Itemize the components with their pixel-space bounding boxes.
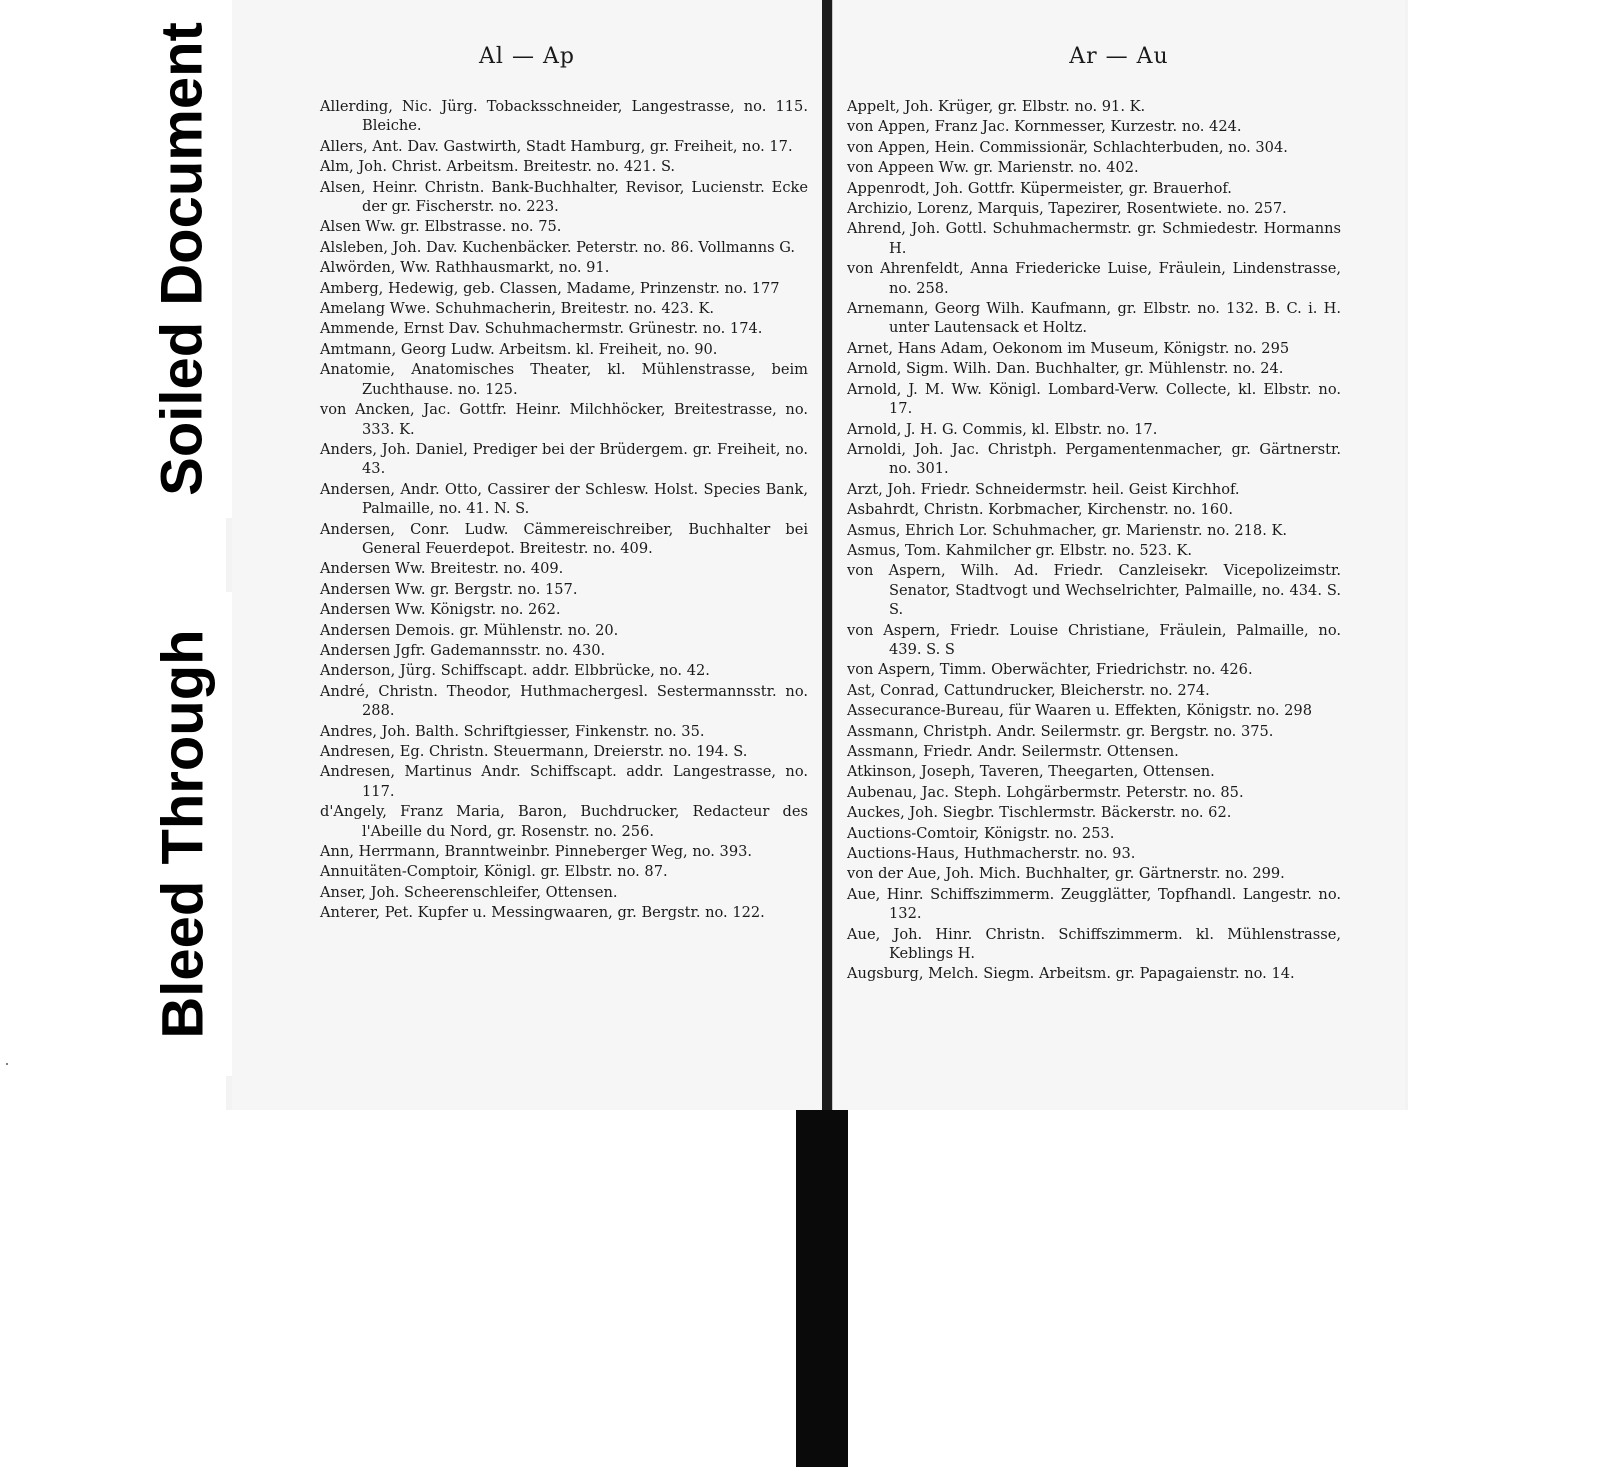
directory-entry: von Aspern, Wilh. Ad. Friedr. Canzleisekr. Vicepolizeimstr. Senator, Stadtvogt und Wechselrichter, Palmaille, no. 434. S. S. [847, 562, 1341, 619]
left-page [232, 0, 823, 1110]
directory-entry: Auctions-Haus, Huthmacherstr. no. 93. [847, 845, 1136, 863]
directory-entry: Ast, Conrad, Cattundrucker, Bleicherstr. no. 274. [847, 681, 1210, 699]
directory-entry: Alsen, Heinr. Christn. Bank-Buchhalter, Revisor, Lucienstr. Ecke der gr. Fischerstr. no. 223. [320, 178, 808, 216]
directory-entry: Arnemann, Georg Wilh. Kaufmann, gr. Elbstr. no. 132. B. C. i. H. unter Lautensack et Holtz. [847, 300, 1341, 337]
directory-entry: Aue, Joh. Hinr. Christn. Schiffszimmerm. kl. Mühlenstrasse, Keblings H. [847, 925, 1341, 963]
directory-entry: Assmann, Friedr. Andr. Seilermstr. Ottensen. [847, 743, 1179, 760]
directory-entry: Asmus, Tom. Kahmilcher gr. Elbstr. no. 523. K. [847, 541, 1193, 559]
directory-entry: Appelt, Joh. Krüger, gr. Elbstr. no. 91. K. [847, 98, 1146, 115]
directory-entry: Andresen, Eg. Christn. Steuermann, Dreierstr. no. 194. S. [320, 743, 748, 760]
directory-entry: Arnold, J. H. G. Commis, kl. Elbstr. no. 17. [847, 420, 1158, 438]
bleed-through-label-strip [134, 592, 232, 1076]
directory-entry: Asmus, Ehrich Lor. Schuhmacher, gr. Marienstr. no. 218. K. [847, 521, 1288, 539]
directory-entry: Allerding, Nic. Jürg. Tobacksschneider, Langestrasse, no. 115. Bleiche. [320, 98, 808, 135]
directory-entry: Augsburg, Melch. Siegm. Arbeitsm. gr. Papagaienstr. no. 14. [847, 965, 1295, 983]
directory-entry: Arnet, Hans Adam, Oekonom im Museum, Königstr. no. 295 [847, 339, 1290, 357]
right-page [832, 0, 1405, 1110]
directory-entry: Andersen Ww. Breitestr. no. 409. [320, 560, 564, 578]
directory-entry: Arnoldi, Joh. Jac. Christph. Pergamentenmacher, gr. Gärtnerstr. no. 301. [847, 440, 1341, 478]
directory-entry: Andersen Ww. Königstr. no. 262. [320, 601, 561, 619]
directory-entry: Auctions-Comtoir, Königstr. no. 253. [847, 824, 1115, 842]
directory-entry: Andresen, Martinus Andr. Schiffscapt. addr. Langestrasse, no. 117. [320, 763, 808, 800]
directory-entry: Amelang Wwe. Schuhmacherin, Breitestr. no. 423. K. [320, 300, 714, 318]
speck [6, 1063, 8, 1065]
directory-entry: von Aspern, Friedr. Louise Christiane, Fräulein, Palmaille, no. 439. S. S [847, 621, 1341, 658]
directory-entry: Assecurance-Bureau, für Waaren u. Effekten, Königstr. no. 298 [847, 702, 1312, 720]
directory-entry: Amtmann, Georg Ludw. Arbeitsm. kl. Freiheit, no. 90. [320, 340, 718, 358]
directory-entry: Aue, Hinr. Schiffszimmerm. Zeugglätter, Topfhandl. Langestr. no. 132. [847, 885, 1341, 923]
directory-entry: Ahrend, Joh. Gottl. Schuhmachermstr. gr. Schmiedestr. Hormanns H. [847, 220, 1341, 257]
directory-entry: Allers, Ant. Dav. Gastwirth, Stadt Hamburg, gr. Freiheit, no. 17. [320, 137, 793, 155]
directory-entry: Anderson, Jürg. Schiffscapt. addr. Elbbrücke, no. 42. [320, 662, 710, 680]
directory-entry: von Ahrenfeldt, Anna Friedericke Luise, Fräulein, Lindenstrasse, no. 258. [847, 260, 1341, 297]
directory-entry: Andersen, Andr. Otto, Cassirer der Schlesw. Holst. Species Bank, Palmaille, no. 41. N. S. [320, 480, 808, 518]
directory-entry: Aubenau, Jac. Steph. Lohgärbermstr. Peterstr. no. 85. [847, 783, 1244, 801]
directory-entry: Ammende, Ernst Dav. Schuhmachermstr. Grünestr. no. 174. [320, 320, 763, 338]
directory-entry: Asbahrdt, Christn. Korbmacher, Kirchenstr. no. 160. [847, 501, 1234, 519]
directory-entry: Anatomie, Anatomisches Theater, kl. Mühlenstrasse, beim Zuchthause. no. 125. [320, 361, 808, 398]
directory-entry: André, Christn. Theodor, Huthmachergesl. Sestermannsstr. no. 288. [320, 682, 808, 720]
directory-entry: von Aspern, Timm. Oberwächter, Friedrichstr. no. 426. [847, 661, 1253, 679]
directory-entry: von Appen, Franz Jac. Kornmesser, Kurzestr. no. 424. [847, 118, 1242, 136]
directory-entry: von Appen, Hein. Commissionär, Schlachterbuden, no. 304. [847, 138, 1288, 156]
directory-entry: Andres, Joh. Balth. Schriftgiesser, Finkenstr. no. 35. [320, 722, 705, 740]
right-page-header: Ar — Au [1069, 44, 1169, 69]
directory-entry: Alsleben, Joh. Dav. Kuchenbäcker. Peterstr. no. 86. Vollmanns G. [320, 238, 795, 256]
directory-entry: Anterer, Pet. Kupfer u. Messingwaaren, gr. Bergstr. no. 122. [320, 904, 765, 922]
binding-gutter [822, 0, 832, 1110]
directory-entry: Arnold, Sigm. Wilh. Dan. Buchhalter, gr. Mühlenstr. no. 24. [847, 360, 1284, 378]
directory-entry: Assmann, Christph. Andr. Seilermstr. gr. Bergstr. no. 375. [847, 722, 1274, 740]
directory-entry: von Ancken, Jac. Gottfr. Heinr. Milchhöcker, Breitestrasse, no. 333. K. [320, 401, 808, 438]
directory-entry: Archizio, Lorenz, Marquis, Tapezirer, Rosentwiete. no. 257. [847, 200, 1287, 218]
binding-shadow-strip [796, 1110, 848, 1467]
directory-entry: Anser, Joh. Scheerenschleifer, Ottensen. [320, 883, 618, 901]
directory-entry: Annuitäten-Comptoir, Königl. gr. Elbstr. no. 87. [320, 863, 668, 881]
directory-entry: Ann, Herrmann, Branntweinbr. Pinneberger Weg, no. 393. [320, 843, 753, 861]
soiled-document-label-strip [132, 0, 232, 518]
directory-entry: Atkinson, Joseph, Taveren, Theegarten, Ottensen. [847, 763, 1215, 781]
directory-entry: Appenrodt, Joh. Gottfr. Küpermeister, gr. Brauerhof. [847, 179, 1232, 197]
soiled-document-label: Soiled Document [149, 22, 215, 496]
directory-entry: Alsen Ww. gr. Elbstrasse. no. 75. [320, 218, 562, 236]
directory-entry: Andersen Demois. gr. Mühlenstr. no. 20. [320, 621, 619, 639]
left-entry-list [320, 97, 808, 923]
directory-entry: Auckes, Joh. Siegbr. Tischlermstr. Bäckerstr. no. 62. [847, 804, 1232, 822]
bleed-through-label: Bleed Through [150, 629, 216, 1039]
directory-entry: Andersen Jgfr. Gademannsstr. no. 430. [320, 641, 606, 659]
left-page-header: Al — Ap [479, 44, 575, 69]
directory-entry: von Appeen Ww. gr. Marienstr. no. 402. [847, 159, 1139, 177]
directory-entry: Andersen Ww. gr. Bergstr. no. 157. [320, 580, 578, 598]
directory-entry: Alm, Joh. Christ. Arbeitsm. Breitestr. no. 421. S. [320, 158, 676, 176]
directory-entry: Amberg, Hedewig, geb. Classen, Madame, Prinzenstr. no. 177 [320, 279, 780, 297]
directory-entry: Arzt, Joh. Friedr. Schneidermstr. heil. Geist Kirchhof. [847, 480, 1240, 498]
directory-entry: Andersen, Conr. Ludw. Cämmereischreiber, Buchhalter bei General Feuerdepot. Breitestr. no. 409. [320, 520, 808, 557]
directory-entry: Arnold, J. M. Ww. Königl. Lombard-Verw. Collecte, kl. Elbstr. no. 17. [847, 380, 1341, 418]
directory-entry: Alwörden, Ww. Rathhausmarkt, no. 91. [320, 259, 610, 277]
directory-entry: Anders, Joh. Daniel, Prediger bei der Brüdergem. gr. Freiheit, no. 43. [320, 440, 808, 478]
directory-entry: d'Angely, Franz Maria, Baron, Buchdrucker, Redacteur des l'Abeille du Nord, gr. Rosenstr. no. 256. [320, 803, 808, 840]
right-entry-list [847, 97, 1341, 984]
directory-entry: von der Aue, Joh. Mich. Buchhalter, gr. Gärtnerstr. no. 299. [847, 865, 1285, 883]
